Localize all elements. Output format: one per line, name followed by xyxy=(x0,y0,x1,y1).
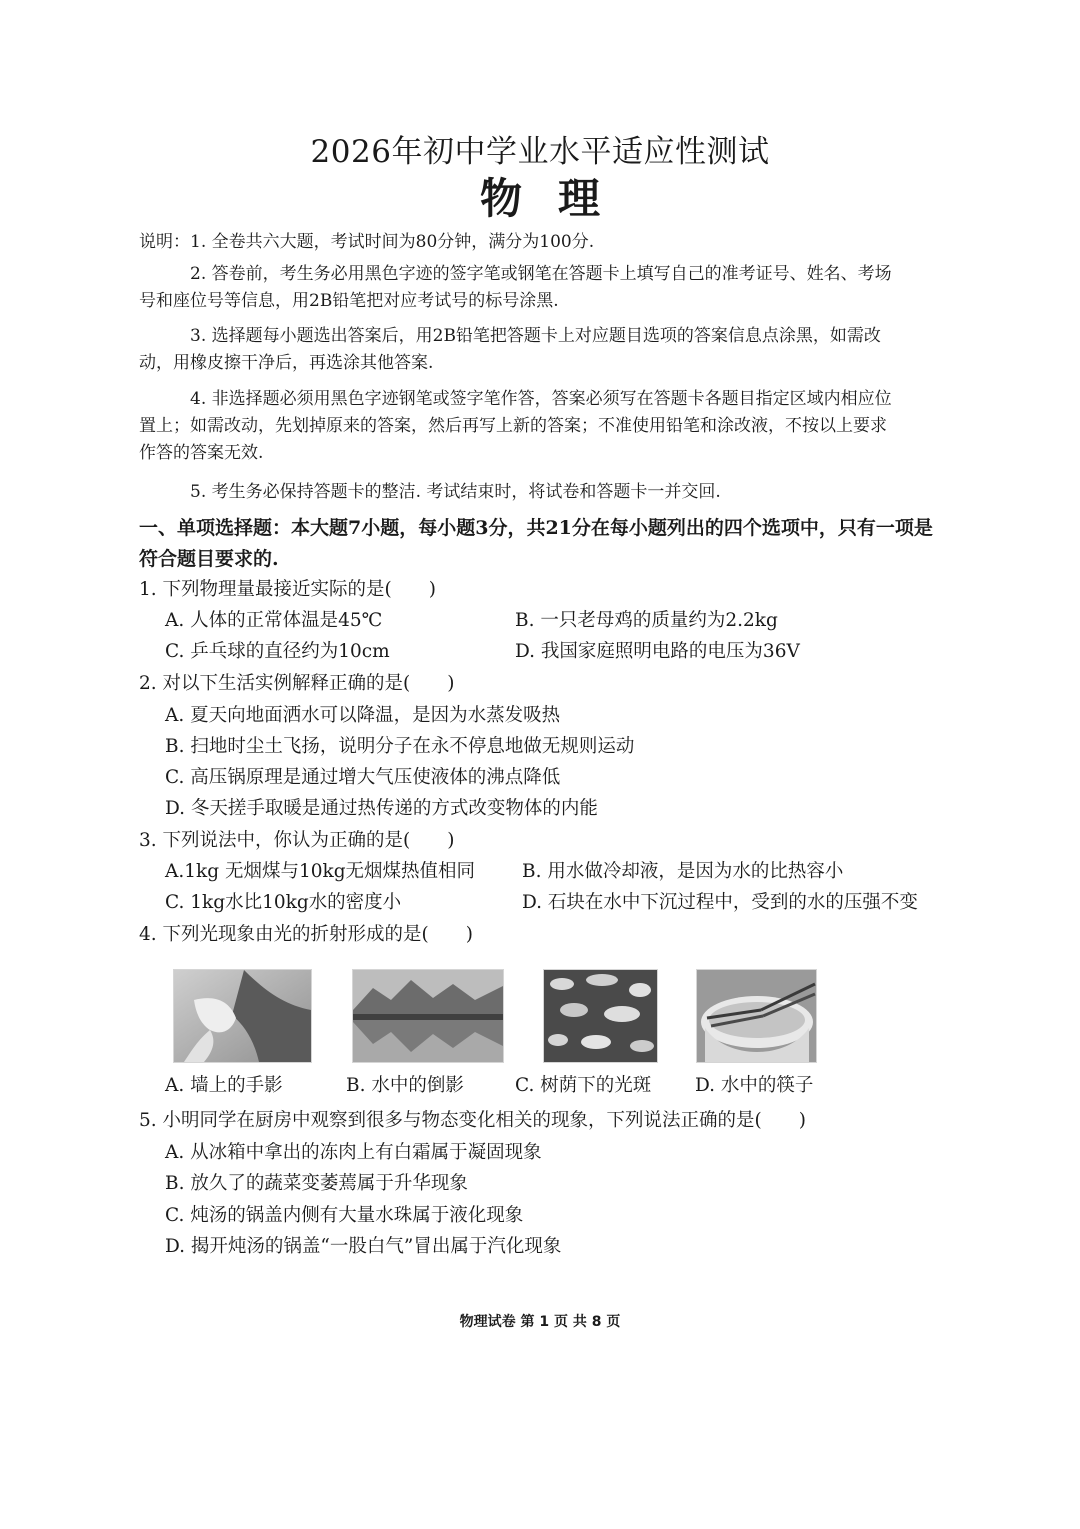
question-5-option-c: C. 炖汤的锅盖内侧有大量水珠属于液化现象 xyxy=(165,1205,524,1226)
question-3-stem: 3. 下列说法中，你认为正确的是( ) xyxy=(139,830,455,851)
instruction-4-line-3: 作答的答案无效. xyxy=(139,443,264,463)
question-5-stem: 5. 小明同学在厨房中观察到很多与物态变化相关的现象，下列说法正确的是( ) xyxy=(139,1110,806,1131)
instruction-4-line-1: 4. 非选择题必须用黑色字迹钢笔或签字笔作答，答案必须写在答题卡各题目指定区域内相应位 xyxy=(190,389,892,409)
chopsticks-in-water-photo xyxy=(696,969,817,1063)
question-4-option-a: A. 墙上的手影 xyxy=(165,1075,283,1096)
light-spots-photo xyxy=(543,969,658,1063)
instruction-3-line-2: 动，用橡皮擦干净后，再选涂其他答案. xyxy=(139,353,434,373)
question-2-option-c: C. 高压锅原理是通过增大气压使液体的沸点降低 xyxy=(165,767,561,788)
question-3-option-c: C. 1kg水比10kg水的密度小 xyxy=(165,892,402,913)
instruction-5: 5. 考生务必保持答题卡的整洁. 考试结束时，将试卷和答题卡一并交回. xyxy=(190,482,721,502)
question-1-option-a: A. 人体的正常体温是45℃ xyxy=(165,610,383,631)
instruction-4-line-2: 置上；如需改动，先划掉原来的答案，然后再写上新的答案；不准使用铅笔和涂改液，不按以上要求 xyxy=(139,416,887,436)
exam-title: 2026年初中学业水平适应性测试 xyxy=(310,134,770,170)
question-2-option-d: D. 冬天搓手取暖是通过热传递的方式改变物体的内能 xyxy=(165,798,598,819)
question-1-option-d: D. 我国家庭照明电路的电压为36V xyxy=(515,641,800,662)
question-1-option-c: C. 乒乓球的直径约为10cm xyxy=(165,641,390,662)
question-4-option-d: D. 水中的筷子 xyxy=(695,1075,814,1096)
question-4-option-c: C. 树荫下的光斑 xyxy=(515,1075,652,1096)
section-heading-line-2: 符合题目要求的. xyxy=(139,548,279,570)
question-3-option-b: B. 用水做冷却液，是因为水的比热容小 xyxy=(522,861,844,882)
section-heading-line-1: 一、单项选择题：本大题7小题，每小题3分，共21分在每小题列出的四个选项中，只有一项是 xyxy=(139,517,933,539)
instruction-2-line-2: 号和座位号等信息，用2B铅笔把对应考试号的标号涂黑. xyxy=(139,291,559,311)
question-3-option-d: D. 石块在水中下沉过程中，受到的水的压强不变 xyxy=(522,892,918,913)
page-footer: 物理试卷 第 1 页 共 8 页 xyxy=(459,1314,621,1330)
question-2-stem: 2. 对以下生活实例解释正确的是( ) xyxy=(139,673,455,694)
question-5-option-d: D. 揭开炖汤的锅盖“一股白气”冒出属于汽化现象 xyxy=(165,1236,562,1257)
subject-title: 物理 xyxy=(479,174,636,223)
question-4-option-b: B. 水中的倒影 xyxy=(346,1075,464,1096)
question-1-stem: 1. 下列物理量最接近实际的是( ) xyxy=(139,579,436,600)
instruction-2-line-1: 2. 答卷前，考生务必用黑色字迹的签字笔或钢笔在答题卡上填写自己的准考证号、姓名、考场 xyxy=(190,264,892,284)
question-5-option-b: B. 放久了的蔬菜变萎蔫属于升华现象 xyxy=(165,1173,468,1194)
water-reflection-photo xyxy=(352,969,504,1063)
hand-shadow-photo xyxy=(173,969,312,1063)
instruction-1: 说明：1. 全卷共六大题，考试时间为80分钟，满分为100分. xyxy=(139,232,595,252)
question-5-option-a: A. 从冰箱中拿出的冻肉上有白霜属于凝固现象 xyxy=(165,1142,542,1163)
question-2-option-b: B. 扫地时尘土飞扬，说明分子在永不停息地做无规则运动 xyxy=(165,736,635,757)
question-2-option-a: A. 夏天向地面洒水可以降温，是因为水蒸发吸热 xyxy=(165,705,561,726)
question-4-stem: 4. 下列光现象由光的折射形成的是( ) xyxy=(139,924,473,945)
question-3-option-a: A.1kg 无烟煤与10kg无烟煤热值相同 xyxy=(165,861,476,882)
question-1-option-b: B. 一只老母鸡的质量约为2.2kg xyxy=(515,610,778,631)
instruction-3-line-1: 3. 选择题每小题选出答案后，用2B铅笔把答题卡上对应题目选项的答案信息点涂黑，如需改 xyxy=(190,326,881,346)
